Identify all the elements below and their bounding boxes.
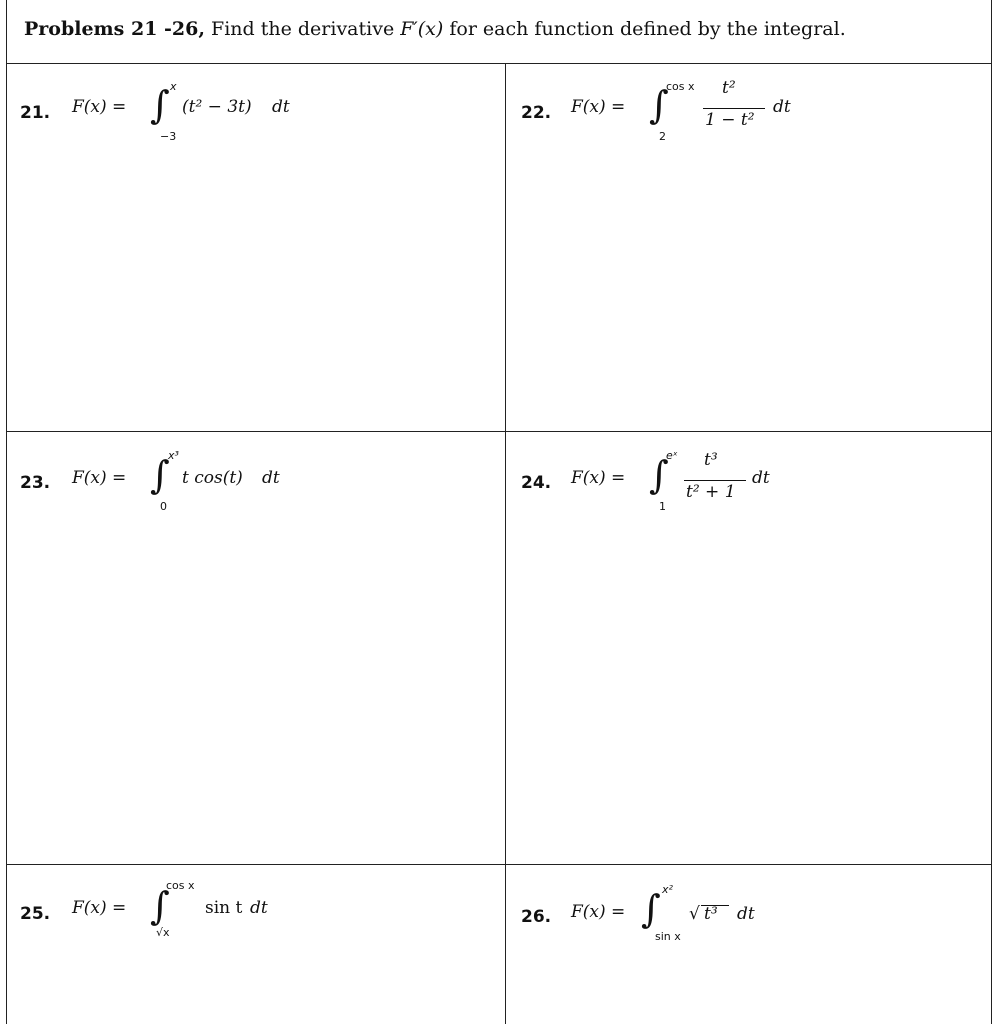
integral-sign: ∫ — [641, 887, 661, 931]
title-bold: Problems 21 -26, — [24, 18, 205, 40]
grid-line-vertical — [505, 63, 506, 1024]
lhs: F(x) = — [72, 898, 127, 918]
title-text: Find the derivative — [211, 18, 395, 40]
problem-number: 25. — [20, 904, 51, 924]
sqrt-icon: √ — [689, 904, 700, 924]
page-title — [24, 18, 846, 40]
problem-number: 26. — [521, 907, 552, 927]
problem-number: 23. — [20, 473, 51, 493]
radicand: t³ — [704, 904, 718, 924]
integrand: t cos(t) — [182, 468, 243, 488]
integral-sign: ∫ — [150, 453, 170, 497]
upper-limit: x³ — [168, 449, 179, 462]
upper-limit: x — [170, 80, 177, 93]
integrand: sin t — [205, 898, 243, 918]
integral-sign: ∫ — [150, 884, 170, 928]
fraction-denominator: 1 − t² — [705, 110, 755, 130]
lower-limit: 0 — [160, 500, 167, 513]
upper-limit: cos x — [666, 80, 695, 93]
problem-number: 24. — [521, 473, 552, 493]
title-fprime: F′(x) — [400, 18, 444, 40]
upper-limit: cos x — [166, 879, 195, 892]
fraction-bar — [703, 108, 765, 109]
lhs: F(x) = — [72, 97, 127, 117]
differential: dt — [752, 468, 770, 488]
title-rest: for each function defined by the integral. — [449, 18, 846, 40]
integral-sign: ∫ — [649, 83, 669, 127]
upper-limit: eˣ — [666, 449, 678, 462]
integral-sign: ∫ — [150, 83, 170, 127]
lower-limit: 1 — [659, 500, 666, 513]
upper-limit: x² — [662, 883, 673, 896]
grid-line-middle-2 — [6, 864, 992, 865]
grid-line-middle-1 — [6, 431, 992, 432]
differential: dt — [773, 97, 791, 117]
lhs: F(x) = — [571, 468, 626, 488]
lower-limit: √x — [156, 926, 170, 939]
differential: dt — [737, 904, 755, 924]
fraction-bar — [684, 480, 746, 481]
lower-limit: sin x — [655, 930, 681, 943]
lhs: F(x) = — [72, 468, 127, 488]
fraction-numerator: t³ — [704, 450, 718, 470]
differential: dt — [272, 97, 290, 117]
integral-sign: ∫ — [649, 453, 669, 497]
problem-number: 21. — [20, 103, 51, 123]
differential: dt — [262, 468, 280, 488]
lower-limit: 2 — [659, 130, 666, 143]
differential: dt — [250, 898, 268, 918]
fraction-numerator: t² — [722, 78, 736, 98]
lower-limit: −3 — [160, 130, 177, 143]
problem-number: 22. — [521, 103, 552, 123]
lhs: F(x) = — [571, 902, 626, 922]
lhs: F(x) = — [571, 97, 626, 117]
grid-line-top — [6, 63, 992, 64]
fraction-denominator: t² + 1 — [686, 482, 736, 502]
sheet-border — [6, 0, 992, 1024]
integrand: (t² − 3t) — [182, 97, 252, 117]
